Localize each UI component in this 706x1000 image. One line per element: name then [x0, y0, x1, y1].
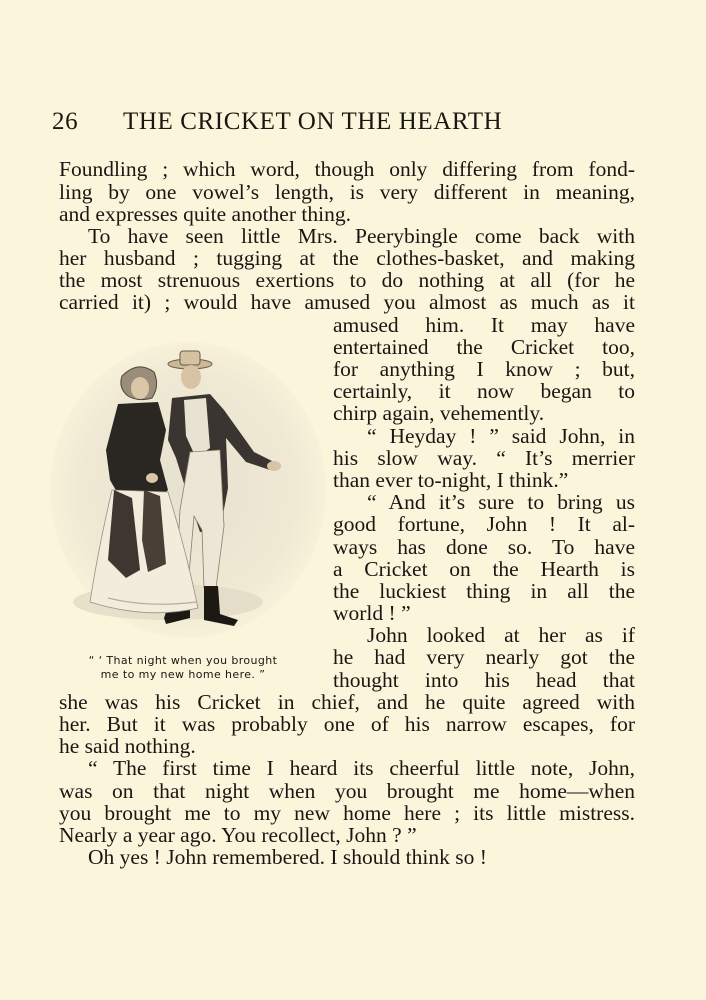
text-line: “ And it’s sure to bring us	[367, 490, 635, 514]
text-line: the luckiest thing in all the	[333, 579, 635, 603]
text-line: ways has done so. To have	[333, 535, 635, 559]
text-line: you brought me to my new home here ; its little mistress.	[59, 801, 635, 825]
text-line: “ The first time I heard its cheerful little note, John,	[88, 756, 635, 780]
text-line: ling by one vowel’s length, is very different in meaning,	[59, 180, 635, 204]
text-line: he said nothing.	[59, 734, 196, 758]
text-line: than ever to-night, I think.”	[333, 468, 569, 492]
text-line: was on that night when you brought me home—when	[59, 779, 635, 803]
text-line: she was his Cricket in chief, and he quite agreed with	[59, 690, 635, 714]
text-line: Oh yes ! John remembered. I should think so !	[88, 845, 487, 869]
text-line: “ Heyday ! ” said John, in	[367, 424, 635, 448]
text-line: thought into his head that	[333, 668, 635, 692]
text-line: Nearly a year ago. You recollect, John ? ”	[59, 823, 417, 847]
text-line: her. But it was probably one of his narrow escapes, for	[59, 712, 635, 736]
illustration-caption-line-1: “ ‘ That night when you brought	[88, 654, 278, 667]
text-line: his slow way. “ It’s merrier	[333, 446, 635, 470]
text-line: good fortune, John ! It al-	[333, 512, 635, 536]
text-line: certainly, it now began to	[333, 379, 635, 403]
illustration-caption-line-2: me to my new home here. ”	[100, 668, 266, 681]
text-line: the most strenuous exertions to do nothing at all (for he	[59, 268, 635, 292]
text-line: a Cricket on the Hearth is	[333, 557, 635, 581]
text-line: amused him. It may have	[333, 313, 635, 337]
couple-illustration	[48, 340, 330, 640]
page-header	[52, 108, 652, 142]
text-line: To have seen little Mrs. Peerybingle come back with	[88, 224, 635, 248]
page-number: 26	[52, 108, 79, 135]
text-line: and expresses quite another thing.	[59, 202, 351, 226]
text-line: chirp again, vehemently.	[333, 401, 545, 425]
text-line: for anything I know ; but,	[333, 357, 635, 381]
text-line: her husband ; tugging at the clothes-basket, and making	[59, 246, 635, 270]
text-line: he had very nearly got the	[333, 645, 635, 669]
text-line: Foundling ; which word, though only differing from fond-	[59, 157, 635, 181]
text-line: carried it) ; would have amused you almost as much as it	[59, 290, 635, 314]
text-line: John looked at her as if	[367, 623, 635, 647]
text-line: world ! ”	[333, 601, 411, 625]
text-line: entertained the Cricket too,	[333, 335, 635, 359]
running-title: THE CRICKET ON THE HEARTH	[123, 108, 503, 135]
